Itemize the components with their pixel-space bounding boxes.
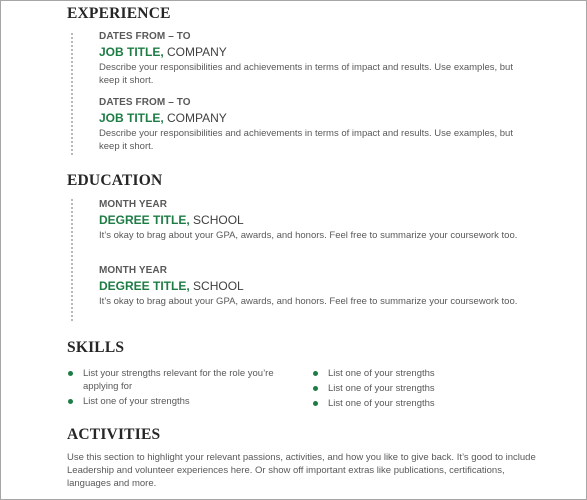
school-name: SCHOOL bbox=[189, 279, 244, 293]
job-title: JOB TITLE, bbox=[99, 45, 164, 59]
bullet-icon bbox=[313, 371, 318, 376]
bullet-icon bbox=[68, 399, 73, 404]
skill-item bbox=[67, 367, 292, 393]
experience-heading: EXPERIENCE bbox=[67, 5, 171, 22]
experience-description: Describe your responsibilities and achievements in terms of impact and results. Use examples, but keep it short. bbox=[99, 128, 513, 152]
skill-item bbox=[312, 397, 532, 410]
skills-list-right bbox=[312, 367, 532, 412]
education-title-line bbox=[99, 278, 529, 294]
skill-item bbox=[312, 367, 532, 380]
education-entry bbox=[99, 265, 529, 308]
skill-text: List one of your strengths bbox=[328, 383, 435, 394]
skill-text: List one of your strengths bbox=[328, 398, 435, 409]
degree-title: DEGREE TITLE, bbox=[99, 279, 190, 293]
skills-heading: SKILLS bbox=[67, 339, 125, 356]
education-dates: MONTH YEAR bbox=[99, 199, 168, 210]
education-title-line bbox=[99, 212, 529, 228]
activities-heading: ACTIVITIES bbox=[67, 426, 161, 443]
bullet-icon bbox=[68, 371, 73, 376]
education-description: It’s okay to brag about your GPA, awards, and honors. Feel free to summarize your coursework too. bbox=[99, 296, 518, 307]
education-dates: MONTH YEAR bbox=[99, 265, 168, 276]
skill-item bbox=[312, 382, 532, 395]
experience-title-line bbox=[99, 110, 529, 126]
bullet-icon bbox=[313, 386, 318, 391]
education-description: It’s okay to brag about your GPA, awards, and honors. Feel free to summarize your coursework too. bbox=[99, 230, 518, 241]
skill-text: List one of your strengths bbox=[83, 396, 190, 407]
degree-title: DEGREE TITLE, bbox=[99, 213, 190, 227]
school-name: SCHOOL bbox=[189, 213, 244, 227]
company-name: COMPANY bbox=[163, 45, 227, 59]
experience-dates: DATES FROM – TO bbox=[99, 97, 191, 108]
education-heading: EDUCATION bbox=[67, 172, 163, 189]
job-title: JOB TITLE, bbox=[99, 111, 164, 125]
experience-entry bbox=[99, 97, 529, 153]
activities-description: Use this section to highlight your relevant passions, activities, and how you like to give back. It’s good to include Leadership and volunteer experiences here. Or show off important extras like publications, certifications, languages and more. bbox=[67, 452, 536, 489]
experience-timeline-rail bbox=[71, 33, 73, 155]
experience-title-line bbox=[99, 44, 529, 60]
skill-text: List one of your strengths bbox=[328, 368, 435, 379]
experience-dates: DATES FROM – TO bbox=[99, 31, 191, 42]
skill-text: List your strengths relevant for the role you’re applying for bbox=[83, 368, 274, 392]
bullet-icon bbox=[313, 401, 318, 406]
skills-list-left bbox=[67, 367, 292, 410]
experience-description: Describe your responsibilities and achievements in terms of impact and results. Use examples, but keep it short. bbox=[99, 62, 513, 86]
company-name: COMPANY bbox=[163, 111, 227, 125]
education-timeline-rail bbox=[71, 199, 73, 321]
education-entry bbox=[99, 199, 529, 242]
experience-entry bbox=[99, 31, 529, 87]
skill-item bbox=[67, 395, 292, 408]
